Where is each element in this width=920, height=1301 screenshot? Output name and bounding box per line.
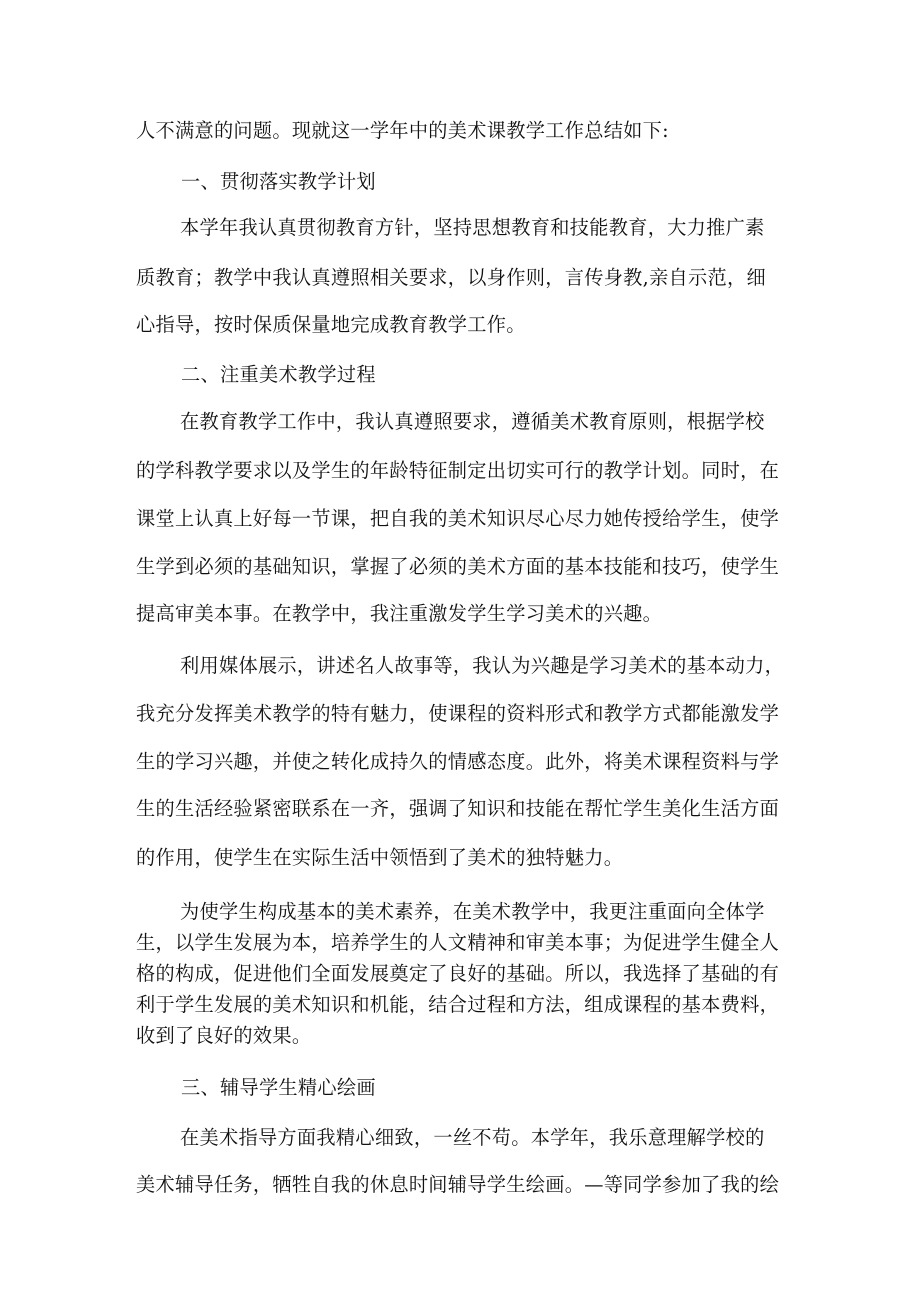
section-heading: 二、注重美术教学过程 bbox=[181, 363, 376, 386]
text-line: 课堂上认真上好每一节课，把自我的美术知识尽心尽力她传授给学生，使学 bbox=[136, 507, 780, 530]
text-line: 利用媒体展示，讲述名人故事等，我认为兴趣是学习美术的基本动力， bbox=[180, 654, 785, 677]
text-line: 利于学生发展的美术知识和机能，结合过程和方法，组成课程的基本费料， bbox=[136, 993, 780, 1016]
text-line: 美术辅导任务，牺牲自我的休息时间辅导学生绘画。—等同学参加了我的绘 bbox=[136, 1173, 780, 1196]
text-line: 心指导，按时保质保量地完成教育教学工作。 bbox=[136, 313, 526, 336]
text-line: 生的生活经验紧密联系在一齐，强调了知识和技能在帮忙学生美化生活方面 bbox=[136, 797, 780, 820]
text-line: 生学到必须的基础知识，掌握了必须的美术方面的基本技能和技巧，使学生 bbox=[136, 555, 780, 578]
text-line: 的学科教学要求以及学生的年龄特征制定出切实可行的教学计划。同时，在 bbox=[136, 459, 780, 482]
text-line: 生，以学生发展为本，培养学生的人文精神和审美本事；为促进学生健全人 bbox=[136, 931, 780, 954]
text-line: 提高审美本事。在教学中，我注重激发学生学习美术的兴趣。 bbox=[136, 602, 663, 625]
text-line: 生的学习兴趣，并使之转化成持久的情感态度。此外，将美术课程资料与学 bbox=[136, 750, 780, 773]
text-line: 的作用，使学生在实际生活中领悟到了美术的独特魅力。 bbox=[136, 846, 624, 869]
text-line: 在教育教学工作中，我认真遵照要求，遵循美术教育原则，根据学校 bbox=[180, 410, 765, 433]
section-heading: 三、辅导学生精心绘画 bbox=[181, 1076, 376, 1099]
text-line: 人不满意的问题。现就这一学年中的美术课教学工作总结如下: bbox=[136, 119, 669, 142]
text-line: 在美术指导方面我精心细致，一丝不苟。本学年，我乐意理解学校的 bbox=[180, 1126, 765, 1149]
text-line: 格的构成，促进他们全面发展奠定了良好的基础。所以，我选择了基础的有 bbox=[136, 962, 780, 985]
text-line: 本学年我认真贯彻教育方针，坚持思想教育和技能教育，大力推广素 bbox=[180, 216, 765, 239]
section-heading: 一、贯彻落实教学计划 bbox=[181, 170, 376, 193]
text-line: 我充分发挥美术教学的特有魅力，使课程的资料形式和教学方式都能激发学 bbox=[136, 702, 780, 725]
text-line: 收到了良好的效果。 bbox=[136, 1024, 312, 1047]
text-line: 质教育；教学中我认真遵照相关要求，以身作则，言传身教,亲自示范，细 bbox=[136, 266, 766, 289]
text-line: 为使学生构成基本的美术素养，在美术教学中，我更注重面向全体学 bbox=[180, 900, 765, 923]
